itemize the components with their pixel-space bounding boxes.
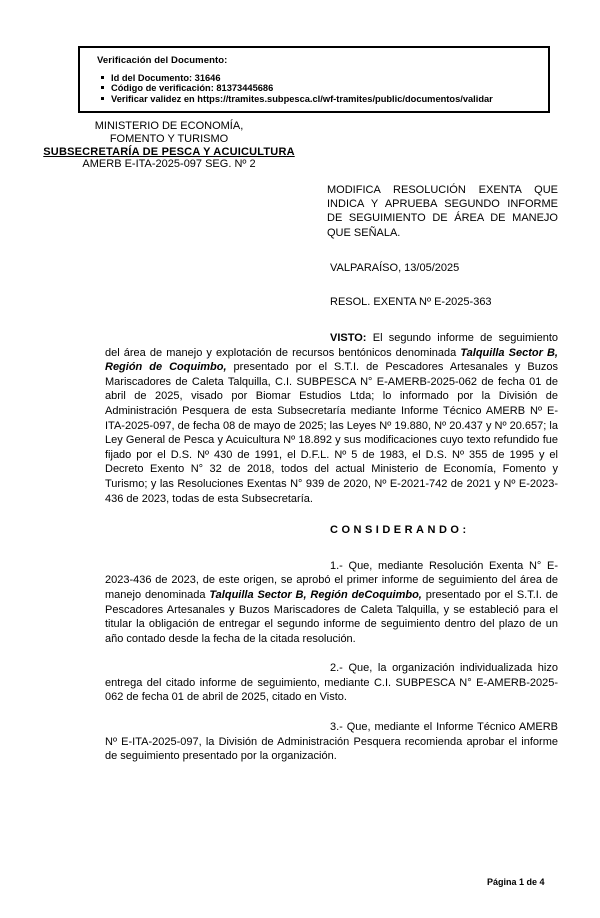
visto-text-part1: El segundo informe de seguimiento del área de manejo y explotación de recursos bentónicos denominada: [105, 332, 558, 359]
resolution-number: RESOL. EXENTA Nº E-2025-363: [330, 296, 492, 308]
considerando-paragraph-1: [105, 559, 558, 647]
bullet-icon: [101, 86, 104, 89]
bullet-icon: [101, 76, 104, 79]
verification-item-document-id: [101, 73, 540, 83]
ministry-name-line2: FOMENTO Y TURISMO: [109, 132, 229, 145]
subsecretaria-name: SUBSECRETARÍA DE PESCA Y ACUICULTURA: [43, 145, 295, 158]
ministry-name-line1: MINISTERIO DE ECONOMÍA,: [94, 120, 244, 132]
considerando-1-area-name: Talquilla Sector B, Región deCoquimbo,: [209, 588, 422, 601]
considerando-paragraph-3: 3.- Que, mediante el Informe Técnico AMERB Nº E-ITA-2025-097, la División de Administración Pesquera recomienda aprobar el informe de seguimiento presentado por la organización.: [105, 721, 558, 763]
verification-box: [78, 46, 550, 113]
resolution-subject: MODIFICA RESOLUCIÓN EXENTA QUE INDICA Y APRUEBA SEGUNDO INFORME DE SEGUIMIENTO DE ÁREA DE MANEJO QUE SEÑALA.: [327, 184, 558, 239]
considerando-1-part1: 1.- Que, mediante Resolución Exenta N° E-2023-436 de 2023, de este origen, se aprobó el primer informe de seguimiento del área de manejo denominada: [105, 559, 558, 601]
visto-text-part2: presentado por el S.T.I. de Pescadores Artesanales y Buzos Mariscadores de Caleta Talquilla, C.I. SUBPESCA N° E-AMERB-2025-062 de fecha 01 de abril de 2025, visado por Biomar Estudios Ltda; lo informado por la División de Administración Pesquera de esta Subsecretaría mediante Informe Técnico AMERB Nº E-ITA-2025-097, de fecha 08 de mayo de 2025; las Leyes Nº 19.880, Nº 20.437 y Nº 20.657; la Ley General de Pesca y Acuicultura Nº 18.892 y sus modificaciones cuyo texto refundido fue fijado por el D.S. Nº 430 de 1991, el D.F.L. Nº 5 de 1983, el D.S. Nº 355 de 1995 y el Decreto Exento N° 32 de 2018, todos del actual Ministerio de Economía, Fomento y Turismo; y las Resoluciones Exentas N° 939 de 2020, Nº E-2021-742 de 2021 y Nº E-2023-436 de 2023, todas de esta Subsecretaría.: [105, 361, 558, 505]
visto-paragraph: [105, 331, 558, 506]
letterhead: [19, 120, 319, 171]
verification-item-text: Verificar validez en https://tramites.subpesca.cl/wf-tramites/public/documentos/validar: [111, 93, 493, 104]
verification-list: [101, 73, 540, 104]
bullet-icon: [101, 97, 104, 100]
verification-title: Verificación del Documento:: [97, 55, 228, 66]
visto-label: VISTO:: [330, 332, 367, 344]
verification-item-text: Id del Documento: 31646: [111, 73, 221, 83]
visto-area-name: Talquilla Sector B, Región de Coquimbo,: [105, 346, 558, 374]
considerando-1-part2: presentado por el S.T.I. de Pescadores Artesanales y Buzos Mariscadores de Caleta Talquilla, y se estableció para el titular la obligación de entregar el segundo informe de seguimiento dentro del plazo de un año contado desde la fecha de la citada resolución.: [105, 588, 558, 645]
verification-item-code: [101, 83, 540, 93]
document-body: [105, 331, 558, 764]
document-reference: AMERB E-ITA-2025-097 SEG. Nº 2: [82, 158, 256, 171]
considerando-paragraph-2: 2.- Que, la organización individualizada hizo entrega del citado informe de seguimiento, mediante C.I. SUBPESCA N° E-AMERB-2025-062 de fecha 01 de abril de 2025, citado en Visto.: [105, 662, 558, 704]
considerando-heading: CONSIDERANDO:: [330, 524, 470, 537]
place-date: VALPARAÍSO, 13/05/2025: [330, 262, 460, 274]
page-indicator: Página 1 de 4: [487, 877, 545, 887]
verification-item-url: [101, 94, 540, 104]
verification-item-text: Código de verificación: 81373445686: [111, 83, 274, 94]
